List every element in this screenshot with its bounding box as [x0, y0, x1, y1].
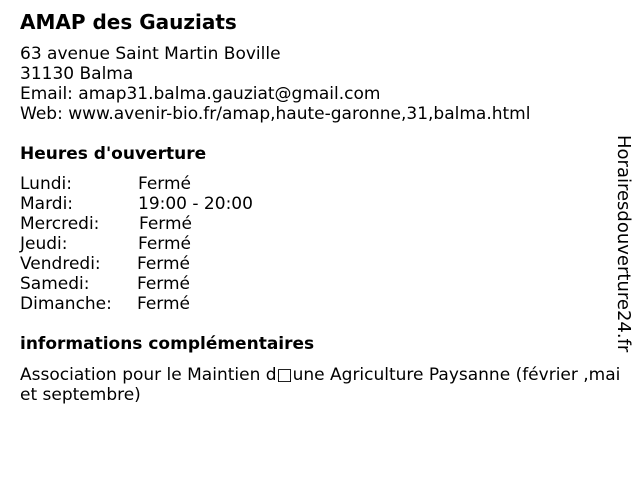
hours-value: 19:00 - 20:00: [138, 194, 253, 214]
hours-heading: Heures d'ouverture: [20, 144, 207, 164]
email-line: Email: amap31.balma.gauziat@gmail.com: [20, 84, 381, 104]
address-line-1: 63 avenue Saint Martin Boville: [20, 44, 281, 64]
hours-value: Fermé: [138, 234, 192, 254]
day-label: Dimanche:: [20, 294, 112, 314]
hours-value: Fermé: [137, 254, 191, 274]
info-heading: informations complémentaires: [20, 334, 315, 354]
day-label: Jeudi:: [20, 234, 68, 254]
address-line-2: 31130 Balma: [20, 64, 134, 84]
hours-value: Fermé: [138, 174, 192, 194]
day-label: Vendredi:: [20, 254, 101, 274]
day-label: Lundi:: [20, 174, 72, 194]
web-line: Web: www.avenir-bio.fr/amap,haute-garonne,31,balma.html: [20, 104, 531, 124]
day-label: Mardi:: [20, 194, 74, 214]
hours-value: Fermé: [137, 294, 191, 314]
site-brand-vertical: Horairesdouverture24.fr: [613, 135, 634, 353]
day-label: Samedi:: [20, 274, 90, 294]
business-name: AMAP des Gauziats: [20, 10, 237, 34]
hours-value: Fermé: [137, 274, 191, 294]
day-label: Mercredi:: [20, 214, 100, 234]
info-text: Association pour le Maintien d□une Agriculture Paysanne (février ,mai et septembre): [20, 365, 621, 405]
hours-value: Fermé: [139, 214, 193, 234]
